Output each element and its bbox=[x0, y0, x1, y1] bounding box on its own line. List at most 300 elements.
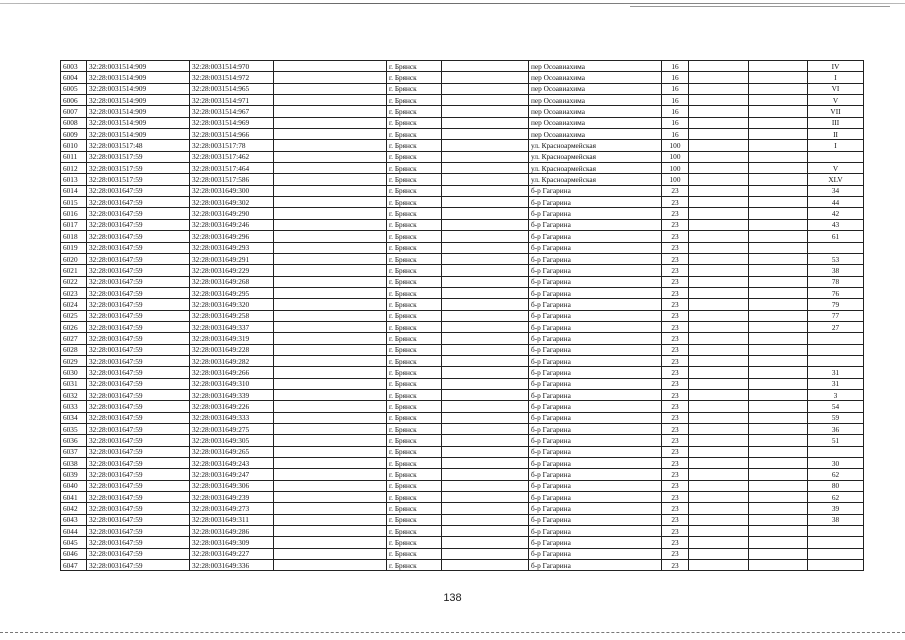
blank-cell-cell bbox=[442, 219, 529, 230]
blank-cell-cell bbox=[274, 469, 387, 480]
blank-cell-cell bbox=[442, 151, 529, 162]
city-cell: г. Брянск bbox=[387, 378, 442, 389]
blank-cell-cell bbox=[689, 174, 749, 185]
blank-cell-cell bbox=[749, 197, 808, 208]
blank-cell-cell bbox=[689, 151, 749, 162]
cadastral-number-cell: 32:28:0031649:302 bbox=[190, 197, 274, 208]
city-cell: г. Брянск bbox=[387, 299, 442, 310]
blank-cell-cell bbox=[274, 389, 387, 400]
parent-cadastral-number-cell: 32:28:0031647:59 bbox=[87, 185, 190, 196]
blank-cell-cell bbox=[749, 310, 808, 321]
blank-cell-cell bbox=[749, 208, 808, 219]
city-cell: г. Брянск bbox=[387, 117, 442, 128]
table-row bbox=[61, 310, 864, 321]
cadastral-number-cell: 32:28:0031649:229 bbox=[190, 265, 274, 276]
blank-cell-cell bbox=[749, 117, 808, 128]
street-cell: б-р Гагарина bbox=[529, 367, 662, 378]
house-number-cell: 23 bbox=[662, 219, 689, 230]
blank-cell-cell bbox=[749, 469, 808, 480]
table-row bbox=[61, 435, 864, 446]
row-number-cell: 6047 bbox=[61, 560, 87, 571]
blank-cell-cell bbox=[274, 321, 387, 332]
table-row bbox=[61, 265, 864, 276]
blank-cell-cell bbox=[442, 412, 529, 423]
blank-cell-cell bbox=[442, 469, 529, 480]
blank-cell-cell bbox=[749, 242, 808, 253]
blank-cell-cell bbox=[442, 61, 529, 72]
house-number-cell: 23 bbox=[662, 321, 689, 332]
premises-number-cell: 38 bbox=[808, 265, 864, 276]
page-number: 138 bbox=[443, 592, 462, 604]
parent-cadastral-number-cell: 32:28:0031647:59 bbox=[87, 287, 190, 298]
table-row bbox=[61, 174, 864, 185]
blank-cell-cell bbox=[274, 344, 387, 355]
blank-cell-cell bbox=[689, 61, 749, 72]
street-cell: б-р Гагарина bbox=[529, 321, 662, 332]
street-cell: б-р Гагарина bbox=[529, 469, 662, 480]
parent-cadastral-number-cell: 32:28:0031647:59 bbox=[87, 560, 190, 571]
row-number-cell: 6015 bbox=[61, 197, 87, 208]
row-number-cell: 6035 bbox=[61, 424, 87, 435]
parent-cadastral-number-cell: 32:28:0031647:59 bbox=[87, 480, 190, 491]
parent-cadastral-number-cell: 32:28:0031514:909 bbox=[87, 106, 190, 117]
parent-cadastral-number-cell: 32:28:0031517:48 bbox=[87, 140, 190, 151]
cadastral-number-cell: 32:28:0031649:226 bbox=[190, 401, 274, 412]
city-cell: г. Брянск bbox=[387, 389, 442, 400]
table-row bbox=[61, 469, 864, 480]
street-cell: б-р Гагарина bbox=[529, 197, 662, 208]
blank-cell-cell bbox=[442, 526, 529, 537]
table-row bbox=[61, 458, 864, 469]
parent-cadastral-number-cell: 32:28:0031514:909 bbox=[87, 83, 190, 94]
blank-cell-cell bbox=[274, 355, 387, 366]
blank-cell-cell bbox=[442, 480, 529, 491]
cadastral-number-cell: 32:28:0031649:273 bbox=[190, 503, 274, 514]
blank-cell-cell bbox=[749, 537, 808, 548]
blank-cell-cell bbox=[689, 503, 749, 514]
row-number-cell: 6010 bbox=[61, 140, 87, 151]
parent-cadastral-number-cell: 32:28:0031647:59 bbox=[87, 310, 190, 321]
city-cell: г. Брянск bbox=[387, 72, 442, 83]
city-cell: г. Брянск bbox=[387, 367, 442, 378]
blank-cell-cell bbox=[274, 424, 387, 435]
row-number-cell: 6041 bbox=[61, 492, 87, 503]
street-cell: ул. Красноармейская bbox=[529, 163, 662, 174]
blank-cell-cell bbox=[442, 287, 529, 298]
table-row bbox=[61, 83, 864, 94]
premises-number-cell: 51 bbox=[808, 435, 864, 446]
street-cell: б-р Гагарина bbox=[529, 389, 662, 400]
street-cell: б-р Гагарина bbox=[529, 265, 662, 276]
blank-cell-cell bbox=[689, 321, 749, 332]
parent-cadastral-number-cell: 32:28:0031647:59 bbox=[87, 344, 190, 355]
blank-cell-cell bbox=[689, 355, 749, 366]
cadastral-number-cell: 32:28:0031649:319 bbox=[190, 333, 274, 344]
house-number-cell: 23 bbox=[662, 548, 689, 559]
cadastral-number-cell: 32:28:0031649:320 bbox=[190, 299, 274, 310]
table-row bbox=[61, 253, 864, 264]
premises-number-cell bbox=[808, 355, 864, 366]
parent-cadastral-number-cell: 32:28:0031647:59 bbox=[87, 367, 190, 378]
house-number-cell: 23 bbox=[662, 344, 689, 355]
street-cell: б-р Гагарина bbox=[529, 378, 662, 389]
premises-number-cell: 42 bbox=[808, 208, 864, 219]
premises-number-cell: 36 bbox=[808, 424, 864, 435]
blank-cell-cell bbox=[689, 435, 749, 446]
parent-cadastral-number-cell: 32:28:0031647:59 bbox=[87, 197, 190, 208]
blank-cell-cell bbox=[274, 197, 387, 208]
blank-cell-cell bbox=[442, 378, 529, 389]
row-number-cell: 6033 bbox=[61, 401, 87, 412]
house-number-cell: 23 bbox=[662, 446, 689, 457]
premises-number-cell: V bbox=[808, 95, 864, 106]
blank-cell-cell bbox=[274, 412, 387, 423]
city-cell: г. Брянск bbox=[387, 355, 442, 366]
street-cell: ул. Красноармейская bbox=[529, 174, 662, 185]
blank-cell-cell bbox=[749, 174, 808, 185]
premises-number-cell bbox=[808, 151, 864, 162]
blank-cell-cell bbox=[689, 401, 749, 412]
cadastral-number-cell: 32:28:0031514:971 bbox=[190, 95, 274, 106]
house-number-cell: 23 bbox=[662, 389, 689, 400]
blank-cell-cell bbox=[442, 355, 529, 366]
city-cell: г. Брянск bbox=[387, 446, 442, 457]
blank-cell-cell bbox=[749, 72, 808, 83]
blank-cell-cell bbox=[689, 129, 749, 140]
row-number-cell: 6043 bbox=[61, 514, 87, 525]
parent-cadastral-number-cell: 32:28:0031647:59 bbox=[87, 219, 190, 230]
blank-cell-cell bbox=[442, 344, 529, 355]
cadastral-number-cell: 32:28:0031649:290 bbox=[190, 208, 274, 219]
premises-number-cell: I bbox=[808, 140, 864, 151]
premises-number-cell: 62 bbox=[808, 492, 864, 503]
blank-cell-cell bbox=[274, 174, 387, 185]
city-cell: г. Брянск bbox=[387, 458, 442, 469]
blank-cell-cell bbox=[442, 72, 529, 83]
street-cell: б-р Гагарина bbox=[529, 514, 662, 525]
blank-cell-cell bbox=[274, 492, 387, 503]
blank-cell-cell bbox=[689, 287, 749, 298]
row-number-cell: 6005 bbox=[61, 83, 87, 94]
cadastral-number-cell: 32:28:0031649:239 bbox=[190, 492, 274, 503]
premises-number-cell: 31 bbox=[808, 378, 864, 389]
city-cell: г. Брянск bbox=[387, 265, 442, 276]
table-row bbox=[61, 197, 864, 208]
cadastral-number-cell: 32:28:0031649:300 bbox=[190, 185, 274, 196]
house-number-cell: 16 bbox=[662, 72, 689, 83]
blank-cell-cell bbox=[274, 310, 387, 321]
street-cell: б-р Гагарина bbox=[529, 231, 662, 242]
house-number-cell: 23 bbox=[662, 299, 689, 310]
blank-cell-cell bbox=[442, 174, 529, 185]
house-number-cell: 23 bbox=[662, 276, 689, 287]
house-number-cell: 23 bbox=[662, 401, 689, 412]
blank-cell-cell bbox=[442, 106, 529, 117]
table-row bbox=[61, 389, 864, 400]
house-number-cell: 23 bbox=[662, 253, 689, 264]
blank-cell-cell bbox=[274, 367, 387, 378]
table-row bbox=[61, 276, 864, 287]
premises-number-cell: 54 bbox=[808, 401, 864, 412]
house-number-cell: 16 bbox=[662, 61, 689, 72]
blank-cell-cell bbox=[749, 435, 808, 446]
blank-cell-cell bbox=[442, 333, 529, 344]
parent-cadastral-number-cell: 32:28:0031514:909 bbox=[87, 95, 190, 106]
street-cell: б-р Гагарина bbox=[529, 219, 662, 230]
city-cell: г. Брянск bbox=[387, 151, 442, 162]
blank-cell-cell bbox=[689, 537, 749, 548]
table-row bbox=[61, 140, 864, 151]
city-cell: г. Брянск bbox=[387, 480, 442, 491]
parent-cadastral-number-cell: 32:28:0031647:59 bbox=[87, 412, 190, 423]
street-cell: пер Осоавиахима bbox=[529, 83, 662, 94]
row-number-cell: 6025 bbox=[61, 310, 87, 321]
row-number-cell: 6046 bbox=[61, 548, 87, 559]
cadastral-number-cell: 32:28:0031649:246 bbox=[190, 219, 274, 230]
blank-cell-cell bbox=[442, 401, 529, 412]
blank-cell-cell bbox=[274, 446, 387, 457]
blank-cell-cell bbox=[274, 185, 387, 196]
parent-cadastral-number-cell: 32:28:0031647:59 bbox=[87, 514, 190, 525]
table-row bbox=[61, 548, 864, 559]
house-number-cell: 100 bbox=[662, 163, 689, 174]
city-cell: г. Брянск bbox=[387, 174, 442, 185]
blank-cell-cell bbox=[749, 526, 808, 537]
blank-cell-cell bbox=[442, 548, 529, 559]
parent-cadastral-number-cell: 32:28:0031514:909 bbox=[87, 61, 190, 72]
row-number-cell: 6022 bbox=[61, 276, 87, 287]
blank-cell-cell bbox=[689, 480, 749, 491]
property-table bbox=[60, 60, 864, 571]
cadastral-number-cell: 32:28:0031649:247 bbox=[190, 469, 274, 480]
table-row bbox=[61, 378, 864, 389]
blank-cell-cell bbox=[274, 95, 387, 106]
premises-number-cell: 39 bbox=[808, 503, 864, 514]
house-number-cell: 16 bbox=[662, 83, 689, 94]
house-number-cell: 100 bbox=[662, 174, 689, 185]
city-cell: г. Брянск bbox=[387, 242, 442, 253]
row-number-cell: 6042 bbox=[61, 503, 87, 514]
blank-cell-cell bbox=[442, 424, 529, 435]
blank-cell-cell bbox=[749, 129, 808, 140]
blank-cell-cell bbox=[442, 560, 529, 571]
street-cell: б-р Гагарина bbox=[529, 526, 662, 537]
row-number-cell: 6009 bbox=[61, 129, 87, 140]
blank-cell-cell bbox=[689, 95, 749, 106]
top-scan-rule bbox=[0, 3, 905, 4]
parent-cadastral-number-cell: 32:28:0031647:59 bbox=[87, 253, 190, 264]
parent-cadastral-number-cell: 32:28:0031647:59 bbox=[87, 355, 190, 366]
parent-cadastral-number-cell: 32:28:0031647:59 bbox=[87, 276, 190, 287]
blank-cell-cell bbox=[749, 163, 808, 174]
house-number-cell: 23 bbox=[662, 412, 689, 423]
table-row bbox=[61, 560, 864, 571]
house-number-cell: 23 bbox=[662, 367, 689, 378]
table-row bbox=[61, 242, 864, 253]
blank-cell-cell bbox=[689, 163, 749, 174]
blank-cell-cell bbox=[274, 83, 387, 94]
premises-number-cell bbox=[808, 242, 864, 253]
blank-cell-cell bbox=[689, 344, 749, 355]
blank-cell-cell bbox=[749, 378, 808, 389]
premises-number-cell: 30 bbox=[808, 458, 864, 469]
city-cell: г. Брянск bbox=[387, 185, 442, 196]
premises-number-cell: 78 bbox=[808, 276, 864, 287]
table-row bbox=[61, 151, 864, 162]
street-cell: б-р Гагарина bbox=[529, 424, 662, 435]
row-number-cell: 6044 bbox=[61, 526, 87, 537]
house-number-cell: 23 bbox=[662, 287, 689, 298]
blank-cell-cell bbox=[274, 299, 387, 310]
blank-cell-cell bbox=[689, 378, 749, 389]
parent-cadastral-number-cell: 32:28:0031517:59 bbox=[87, 163, 190, 174]
row-number-cell: 6036 bbox=[61, 435, 87, 446]
row-number-cell: 6037 bbox=[61, 446, 87, 457]
blank-cell-cell bbox=[749, 61, 808, 72]
house-number-cell: 23 bbox=[662, 492, 689, 503]
cadastral-number-cell: 32:28:0031649:306 bbox=[190, 480, 274, 491]
cadastral-number-cell: 32:28:0031514:965 bbox=[190, 83, 274, 94]
blank-cell-cell bbox=[749, 83, 808, 94]
premises-number-cell: 3 bbox=[808, 389, 864, 400]
premises-number-cell bbox=[808, 537, 864, 548]
blank-cell-cell bbox=[689, 117, 749, 128]
blank-cell-cell bbox=[689, 389, 749, 400]
premises-number-cell: III bbox=[808, 117, 864, 128]
blank-cell-cell bbox=[442, 435, 529, 446]
parent-cadastral-number-cell: 32:28:0031647:59 bbox=[87, 389, 190, 400]
blank-cell-cell bbox=[274, 117, 387, 128]
blank-cell-cell bbox=[689, 208, 749, 219]
blank-cell-cell bbox=[689, 367, 749, 378]
premises-number-cell bbox=[808, 560, 864, 571]
blank-cell-cell bbox=[274, 537, 387, 548]
parent-cadastral-number-cell: 32:28:0031647:59 bbox=[87, 548, 190, 559]
blank-cell-cell bbox=[749, 412, 808, 423]
table-row bbox=[61, 299, 864, 310]
blank-cell-cell bbox=[442, 95, 529, 106]
parent-cadastral-number-cell: 32:28:0031647:59 bbox=[87, 492, 190, 503]
blank-cell-cell bbox=[442, 265, 529, 276]
blank-cell-cell bbox=[442, 276, 529, 287]
parent-cadastral-number-cell: 32:28:0031647:59 bbox=[87, 401, 190, 412]
city-cell: г. Брянск bbox=[387, 253, 442, 264]
blank-cell-cell bbox=[749, 185, 808, 196]
blank-cell-cell bbox=[689, 424, 749, 435]
blank-cell-cell bbox=[274, 208, 387, 219]
blank-cell-cell bbox=[689, 140, 749, 151]
blank-cell-cell bbox=[749, 231, 808, 242]
street-cell: б-р Гагарина bbox=[529, 344, 662, 355]
table-row bbox=[61, 412, 864, 423]
parent-cadastral-number-cell: 32:28:0031647:59 bbox=[87, 424, 190, 435]
city-cell: г. Брянск bbox=[387, 287, 442, 298]
premises-number-cell bbox=[808, 548, 864, 559]
house-number-cell: 23 bbox=[662, 378, 689, 389]
blank-cell-cell bbox=[689, 446, 749, 457]
street-cell: б-р Гагарина bbox=[529, 287, 662, 298]
house-number-cell: 100 bbox=[662, 140, 689, 151]
cadastral-number-cell: 32:28:0031649:295 bbox=[190, 287, 274, 298]
blank-cell-cell bbox=[689, 333, 749, 344]
row-number-cell: 6017 bbox=[61, 219, 87, 230]
parent-cadastral-number-cell: 32:28:0031514:909 bbox=[87, 129, 190, 140]
row-number-cell: 6023 bbox=[61, 287, 87, 298]
blank-cell-cell bbox=[442, 310, 529, 321]
city-cell: г. Брянск bbox=[387, 321, 442, 332]
street-cell: б-р Гагарина bbox=[529, 401, 662, 412]
city-cell: г. Брянск bbox=[387, 219, 442, 230]
city-cell: г. Брянск bbox=[387, 333, 442, 344]
house-number-cell: 23 bbox=[662, 435, 689, 446]
parent-cadastral-number-cell: 32:28:0031647:59 bbox=[87, 503, 190, 514]
street-cell: б-р Гагарина bbox=[529, 355, 662, 366]
cadastral-number-cell: 32:28:0031649:310 bbox=[190, 378, 274, 389]
city-cell: г. Брянск bbox=[387, 106, 442, 117]
street-cell: пер Осоавиахима bbox=[529, 61, 662, 72]
row-number-cell: 6014 bbox=[61, 185, 87, 196]
city-cell: г. Брянск bbox=[387, 537, 442, 548]
row-number-cell: 6038 bbox=[61, 458, 87, 469]
cadastral-number-cell: 32:28:0031514:969 bbox=[190, 117, 274, 128]
blank-cell-cell bbox=[274, 548, 387, 559]
premises-number-cell: 61 bbox=[808, 231, 864, 242]
property-table-body bbox=[61, 61, 864, 571]
table-row bbox=[61, 231, 864, 242]
row-number-cell: 6008 bbox=[61, 117, 87, 128]
blank-cell-cell bbox=[749, 344, 808, 355]
row-number-cell: 6011 bbox=[61, 151, 87, 162]
blank-cell-cell bbox=[274, 72, 387, 83]
street-cell: б-р Гагарина bbox=[529, 560, 662, 571]
city-cell: г. Брянск bbox=[387, 83, 442, 94]
city-cell: г. Брянск bbox=[387, 548, 442, 559]
table-row bbox=[61, 446, 864, 457]
premises-number-cell: 43 bbox=[808, 219, 864, 230]
cadastral-number-cell: 32:28:0031649:228 bbox=[190, 344, 274, 355]
blank-cell-cell bbox=[749, 287, 808, 298]
blank-cell-cell bbox=[689, 265, 749, 276]
blank-cell-cell bbox=[274, 253, 387, 264]
house-number-cell: 16 bbox=[662, 117, 689, 128]
cadastral-number-cell: 32:28:0031514:972 bbox=[190, 72, 274, 83]
house-number-cell: 16 bbox=[662, 129, 689, 140]
premises-number-cell: XLV bbox=[808, 174, 864, 185]
blank-cell-cell bbox=[442, 208, 529, 219]
street-cell: б-р Гагарина bbox=[529, 446, 662, 457]
premises-number-cell: 53 bbox=[808, 253, 864, 264]
parent-cadastral-number-cell: 32:28:0031647:59 bbox=[87, 458, 190, 469]
cadastral-number-cell: 32:28:0031649:293 bbox=[190, 242, 274, 253]
blank-cell-cell bbox=[749, 333, 808, 344]
blank-cell-cell bbox=[442, 458, 529, 469]
row-number-cell: 6039 bbox=[61, 469, 87, 480]
house-number-cell: 23 bbox=[662, 514, 689, 525]
parent-cadastral-number-cell: 32:28:0031647:59 bbox=[87, 208, 190, 219]
table-row bbox=[61, 321, 864, 332]
blank-cell-cell bbox=[689, 514, 749, 525]
row-number-cell: 6018 bbox=[61, 231, 87, 242]
blank-cell-cell bbox=[689, 469, 749, 480]
blank-cell-cell bbox=[689, 83, 749, 94]
row-number-cell: 6019 bbox=[61, 242, 87, 253]
cadastral-number-cell: 32:28:0031649:286 bbox=[190, 526, 274, 537]
cadastral-number-cell: 32:28:0031649:337 bbox=[190, 321, 274, 332]
top-scan-rule-secondary bbox=[630, 6, 890, 7]
street-cell: б-р Гагарина bbox=[529, 492, 662, 503]
blank-cell-cell bbox=[749, 367, 808, 378]
street-cell: б-р Гагарина bbox=[529, 435, 662, 446]
